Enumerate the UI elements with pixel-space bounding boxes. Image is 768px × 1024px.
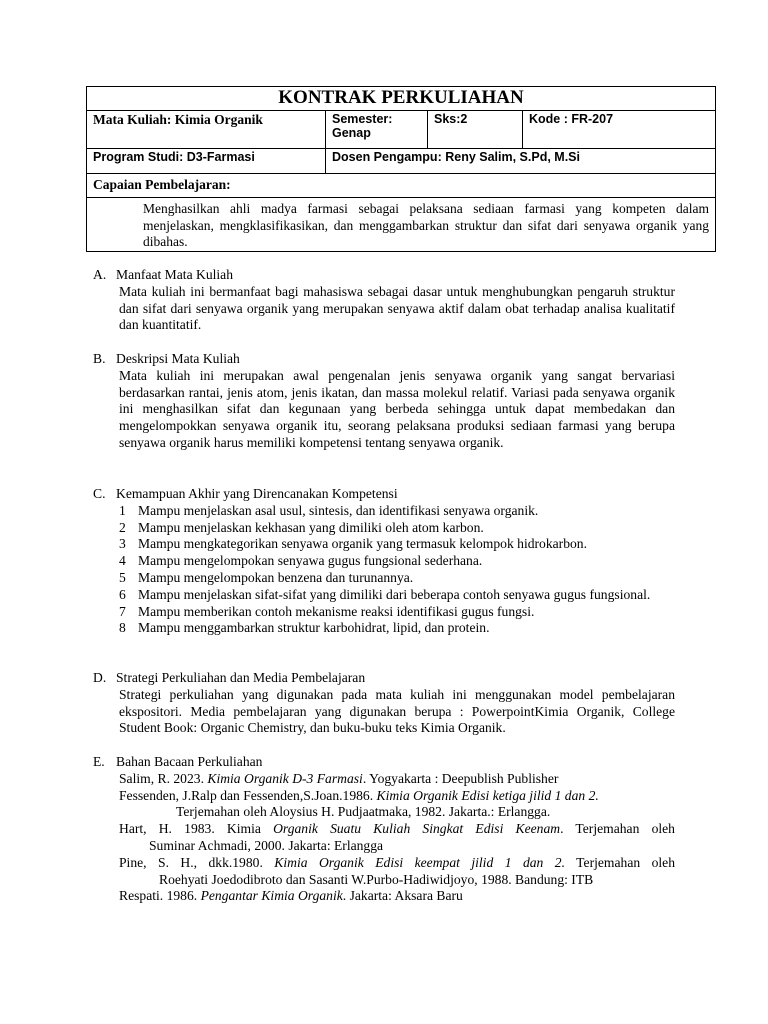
- ref-book-title: Organik Suatu Kuliah Singkat Edisi Keenam: [273, 821, 561, 837]
- ref-continuation: Terjemahan oleh Aloysius H. Pudjaatmaka, 1982. Jakarta.: Erlangga.: [176, 804, 551, 820]
- ref-text: Pine, S. H., dkk.1980.: [119, 854, 275, 870]
- item-text: Mampu menggambarkan struktur karbohidrat, lipid, dan protein.: [138, 620, 490, 636]
- section-b-body: Mata kuliah ini merupakan awal pengenalan jenis senyawa organik yang sangat bervariasi berdasarkan rantai, jenis atom, jenis ikatan, dan massa molekul relatif. Variasi pada senyawa organik ini menghasilkan sifat dan kegunaan yang berbeda sehingga untuk dapat membedakan dan mengelompokkan senyawa organik itu, seorang pelaksana produksi sediaan farmasi yang berupa senyawa organik harus memiliki kompetensi tentang senyawa organik.: [119, 367, 675, 450]
- item-number: 8: [119, 620, 126, 636]
- reference-entry: [119, 771, 675, 788]
- lecturer-name: Reny Salim, S.Pd, M.Si: [445, 150, 580, 164]
- list-item: [119, 503, 675, 520]
- lecturer-label: Dosen Pengampu:: [332, 150, 446, 164]
- section-e-title: Bahan Bacaan Perkuliahan: [116, 754, 263, 769]
- list-item: [119, 553, 675, 570]
- item-number: 4: [119, 553, 126, 569]
- section-e-letter: E.: [93, 754, 105, 769]
- section-b-letter: B.: [93, 351, 106, 366]
- reference-entry: [119, 855, 675, 889]
- item-text: Mampu mengelompokan senyawa gugus fungsional sederhana.: [138, 553, 483, 569]
- item-number: 6: [119, 586, 126, 602]
- ref-text: Salim, R. 2023.: [119, 770, 208, 786]
- item-number: 3: [119, 536, 126, 552]
- item-number: 5: [119, 569, 126, 585]
- lecturer: [325, 149, 715, 173]
- section-c-letter: C.: [93, 486, 106, 501]
- ref-text: Fessenden, J.Ralp dan Fessenden,S.Joan.1986.: [119, 787, 377, 803]
- contract-header-table: [86, 86, 716, 252]
- section-b-title: Deskripsi Mata Kuliah: [116, 351, 240, 366]
- learning-outcomes-label: Capaian Pembelajaran:: [93, 177, 231, 192]
- reference-entry: [119, 788, 675, 822]
- list-item: [119, 570, 675, 587]
- document-title: KONTRAK PERKULIAHAN: [278, 87, 524, 108]
- item-number: 7: [119, 603, 126, 619]
- section-b: [93, 351, 675, 452]
- ref-continuation: Roehyati Joedodibroto dan Sasanti W.Purbo-Hadiwidjoyo, 1988. Bandung: ITB: [159, 871, 594, 887]
- item-text: Mampu menjelaskan kekhasan yang dimiliki oleh atom karbon.: [138, 519, 484, 535]
- ref-text: . Yogyakarta : Deepublish Publisher: [362, 770, 559, 786]
- course-name: Mata Kuliah: Kimia Organik: [93, 112, 263, 127]
- item-text: Mampu menjelaskan sifat-sifat yang dimiliki dari beberapa contoh senyawa gugus fungsional.: [138, 586, 651, 602]
- list-item: [119, 520, 675, 537]
- item-number: 1: [119, 502, 126, 518]
- section-a: [93, 267, 675, 334]
- section-d: [93, 670, 675, 737]
- list-item: [119, 620, 675, 637]
- reference-entry: [119, 821, 675, 855]
- list-item: [119, 587, 675, 604]
- ref-book-title: Kimia Organik Edisi keempat jilid 1 dan 2.: [274, 854, 565, 870]
- section-e: [93, 754, 675, 905]
- item-text: Mampu menjelaskan asal usul, sintesis, dan identifikasi senyawa organik.: [138, 502, 539, 518]
- section-a-title: Manfaat Mata Kuliah: [116, 267, 234, 282]
- item-text: Mampu mengelompokan benzena dan turunannya.: [138, 569, 414, 585]
- section-d-body: Strategi perkuliahan yang digunakan pada mata kuliah ini menggunakan model pembelajaran ekspositori. Media pembelajaran yang digunakan berupa : PowerpointKimia Organik, College Student Book: Organic Chemistry, dan buku-buku teks Kimia Organik.: [119, 686, 675, 736]
- section-c: [93, 486, 675, 637]
- item-number: 2: [119, 519, 126, 535]
- list-item: [119, 536, 675, 553]
- ref-text: Terjemahan oleh: [564, 854, 675, 870]
- section-a-body: Mata kuliah ini bermanfaat bagi mahasiswa sebagai dasar untuk menghubungkan pengaruh struktur dan sifat dari senyawa organik yang merupakan senyawa aktif dalam obat terhadap analisa kualitatif dan kuantitatif.: [119, 283, 675, 333]
- ref-text: Respati. 1986.: [119, 888, 201, 904]
- section-c-title: Kemampuan Akhir yang Direncanakan Kompetensi: [116, 486, 398, 501]
- ref-book-title: Kimia Organik D-3 Farmasi: [207, 770, 363, 786]
- ref-continuation: Suminar Achmadi, 2000. Jakarta: Erlangga: [149, 837, 384, 853]
- ref-text: . Jakarta: Aksara Baru: [342, 888, 463, 904]
- list-item: [119, 604, 675, 621]
- ref-book-title: Kimia Organik Edisi ketiga jilid 1 dan 2.: [376, 787, 599, 803]
- study-program: Program Studi: D3-Farmasi: [93, 150, 255, 164]
- ref-book-title: Pengantar Kimia Organik: [200, 888, 343, 904]
- course-code: Kode : FR-207: [522, 111, 715, 148]
- semester: Semester: Genap: [325, 111, 427, 148]
- item-text: Mampu memberikan contoh mekanisme reaksi identifikasi gugus fungsi.: [138, 603, 535, 619]
- item-text: Mampu mengkategorikan senyawa organik yang termasuk kelompok hidrokarbon.: [138, 536, 587, 552]
- reference-entry: [119, 888, 675, 905]
- section-d-letter: D.: [93, 670, 107, 685]
- credits: Sks:2: [427, 111, 522, 148]
- section-d-title: Strategi Perkuliahan dan Media Pembelajaran: [116, 670, 366, 685]
- learning-outcomes-text: Menghasilkan ahli madya farmasi sebagai pelaksana sediaan farmasi yang kompeten dalam menjelaskan, mengklasifikasikan, dan menggambarkan struktur dan sifat dari senyawa organik yang dibahas.: [143, 201, 709, 249]
- ref-text: Hart, H. 1983. Kimia: [119, 821, 274, 837]
- section-a-letter: A.: [93, 267, 107, 282]
- ref-text: . Terjemahan oleh: [560, 821, 675, 837]
